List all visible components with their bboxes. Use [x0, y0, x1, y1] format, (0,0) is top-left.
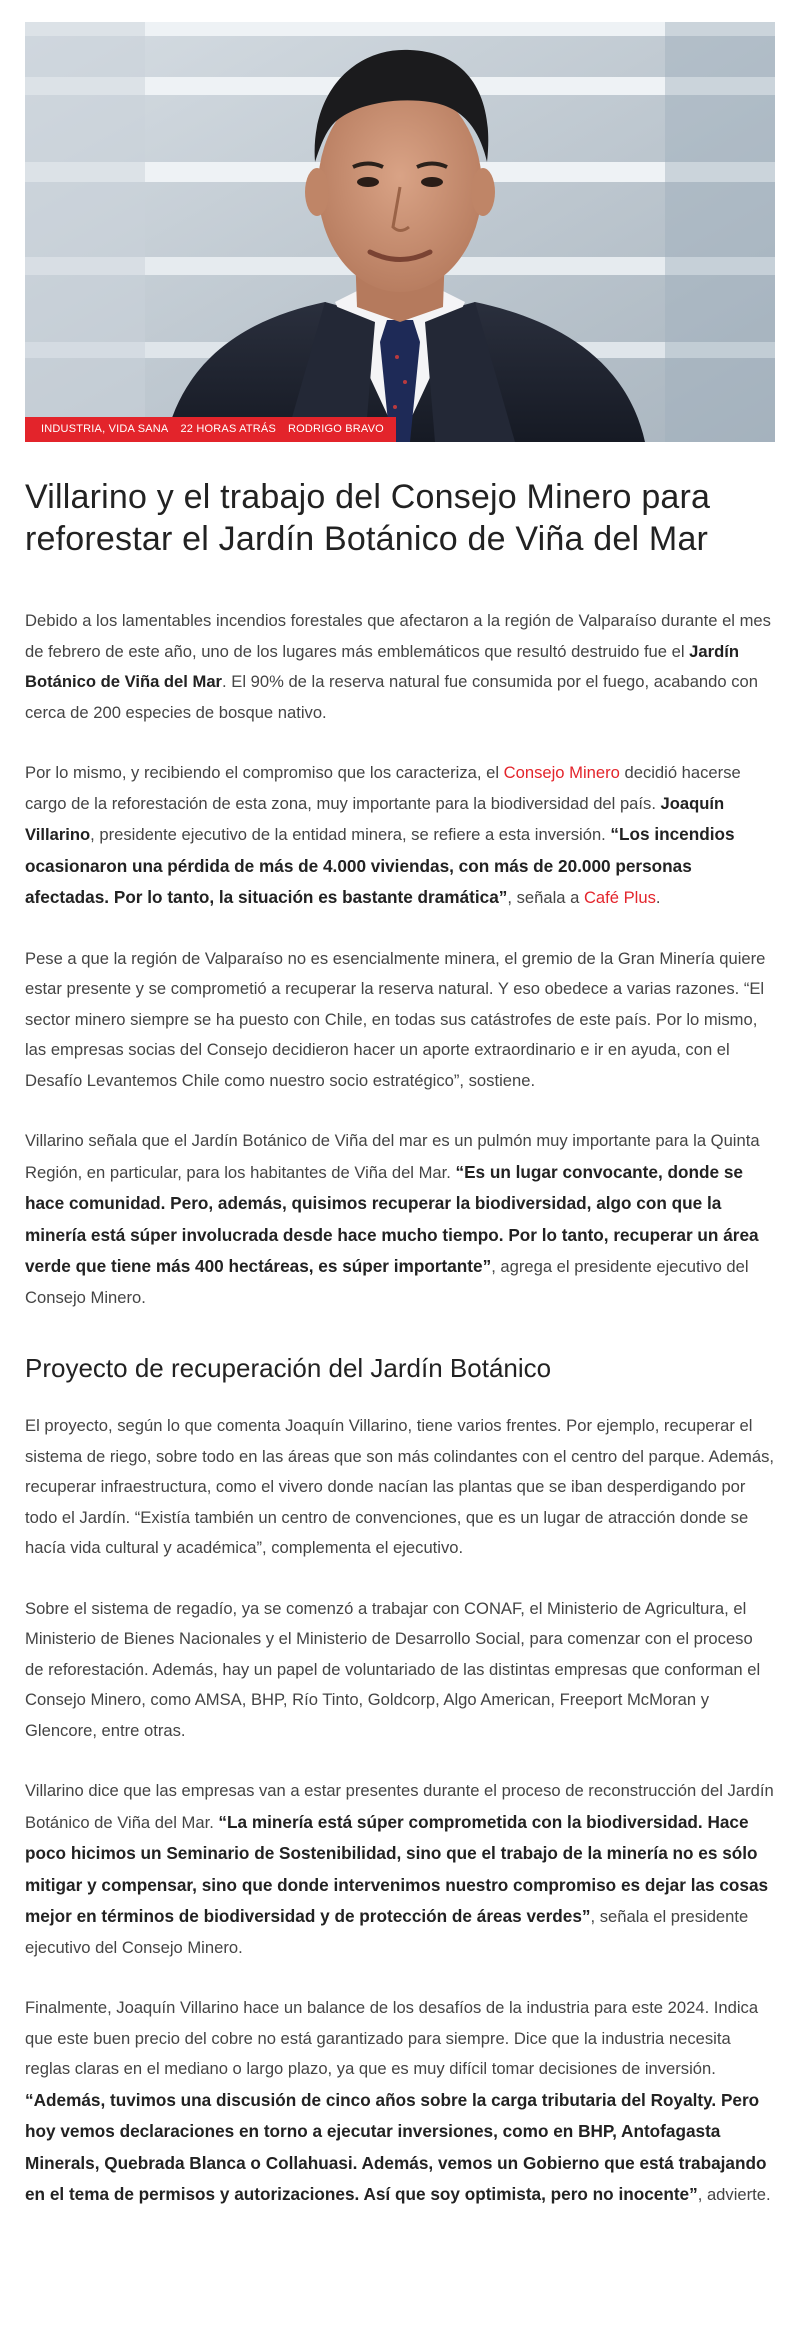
- paragraph-6: Sobre el sistema de regadío, ya se comenzó a trabajar con CONAF, el Ministerio de Agricultura, el Ministerio de Bienes Nacionales y el Ministerio de Desarrollo Social, para comenzar con el proceso de reforestación. Además, hay un papel de voluntariado de las distintas empresas que conforman el Consejo Minero, como AMSA, BHP, Río Tinto, Goldcorp, Algo American, Freeport McMoran y Glencore, entre otras.: [25, 1598, 761, 1740]
- paragraph-8: Finalmente, Joaquín Villarino hace un balance de los desafíos de la industria para este 2024. Indica que este buen precio del cobre no está garantizado para siempre. Dice que la industria necesita reglas claras en el mediano o largo plazo, ya que es muy difícil tomar decisiones de inversión. “Además, tuvimos una discusión de cinco años sobre la carga tributaria del Royalty. Pero hoy vemos declaraciones en torno a ejecutar inversiones, como en BHP, Antofagasta Minerals, Quebrada Blanca o Collahuasi. Además, vemos un Gobierno que está trabajando en el tema de permisos y autorizaciones. Así que soy optimista, pero no inocente”, advierte.: [25, 1998, 771, 2204]
- category-links[interactable]: INDUSTRIA, VIDA SANA: [41, 423, 169, 435]
- article-meta-bar: [25, 417, 396, 442]
- author-link[interactable]: RODRIGO BRAVO: [288, 423, 384, 435]
- paragraph-1: Debido a los lamentables incendios forestales que afectaron a la región de Valparaíso durante el mes de febrero de este año, uno de los lugares más emblemáticos que resultó destruido fue el Jardín Botánico de Viña del Mar. El 90% de la reserva natural fue consumida por el fuego, acabando con cerca de 200 especies de bosque nativo.: [25, 611, 771, 722]
- paragraph-4: Villarino señala que el Jardín Botánico de Viña del mar es un pulmón muy importante para la Quinta Región, en particular, para los habitantes de Viña del Mar. “Es un lugar convocante, donde se hace comunidad. Pero, además, quisimos recuperar la biodiversidad, algo con que la minería está súper involucrada desde hace mucho tiempo. Por lo tanto, recuperar un área verde que tiene más 400 hectáreas, es súper importante”, agrega el presidente ejecutivo del Consejo Minero.: [25, 1131, 760, 1307]
- time-ago: 22 HORAS ATRÁS: [180, 423, 277, 435]
- portrait-photo: [25, 22, 775, 442]
- article: [25, 0, 775, 2211]
- quote: “La minería está súper comprometida con la biodiversidad. Hace poco hicimos un Seminario de Sostenibilidad, sino que el trabajo de la minería no es sólo mitigar y compensar, sino que donde intervenimos nuestro compromiso es dejar las cosas mejor en términos de biodiversidad y de protección de áreas verdes”: [25, 1811, 769, 1926]
- highlight-jardin-botanico: Jardín Botánico de Viña del Mar: [25, 641, 739, 691]
- article-body: [25, 606, 775, 2211]
- section-heading: Proyecto de recuperación del Jardín Botánico: [25, 1353, 552, 1383]
- paragraph-3: Pese a que la región de Valparaíso no es esencialmente minera, el gremio de la Gran Minería quiere estar presente y se comprometió a recuperar la reserva natural. Y eso obedece a varias razones. “El sector minero siempre se ha puesto con Chile, en todas sus catástrofes de este país. Por lo mismo, las empresas socias del Consejo decidieron hacer un aporte extraordinario e ir en ayuda, con el Desafío Levantemos Chile como nuestro socio estratégico”, sostiene.: [25, 948, 766, 1090]
- cafe-plus-link[interactable]: Café Plus: [583, 888, 656, 907]
- article-title: Villarino y el trabajo del Consejo Minero para reforestar el Jardín Botánico de Viña del Mar: [25, 478, 711, 558]
- quote: “Además, tuvimos una discusión de cinco años sobre la carga tributaria del Royalty. Pero hoy vemos declaraciones en torno a ejecutar inversiones, como en BHP, Antofagasta Minerals, Quebrada Blanca o Collahuasi. Además, vemos un Gobierno que está trabajando en el tema de permisos y autorizaciones. Así que soy optimista, pero no inocente”: [25, 2089, 767, 2204]
- hero-image[interactable]: [25, 22, 775, 442]
- consejo-minero-link[interactable]: Consejo Minero: [503, 763, 620, 782]
- paragraph-2: Por lo mismo, y recibiendo el compromiso que los caracteriza, el Consejo Minero decidió hacerse cargo de la reforestación de esta zona, muy importante para la biodiversidad del país. Joaquín Villarino, presidente ejecutivo de la entidad minera, se refiere a esta inversión. “Los incendios ocasionaron una pérdida de más de 4.000 viviendas, con más de 20.000 personas afectadas. Por lo tanto, la situación es bastante dramática”, señala a Café Plus.: [25, 763, 741, 907]
- quote: “Es un lugar convocante, donde se hace comunidad. Pero, además, quisimos recuperar la biodiversidad, algo con que la minería está súper involucrada desde hace mucho tiempo. Por lo tanto, recuperar un área verde que tiene más 400 hectáreas, es súper importante”: [25, 1161, 759, 1276]
- paragraph-5: El proyecto, según lo que comenta Joaquín Villarino, tiene varios frentes. Por ejemplo, recuperar el sistema de riego, sobre todo en las áreas que son más colindantes con el centro del parque. Además, recuperar infraestructura, como el vivero donde nacían las plantas que se iban desperdigando por todo el Jardín. “Existía también un centro de convenciones, que es un lugar de atracción donde se hacía vida cultural y académica”, complementa el ejecutivo.: [25, 1416, 775, 1557]
- quote: “Los incendios ocasionaron una pérdida de más de 4.000 viviendas, con más de 20.000 personas afectadas. Por lo tanto, la situación es bastante dramática”: [25, 824, 735, 907]
- person-name: Joaquín Villarino: [25, 793, 725, 844]
- paragraph-7: Villarino dice que las empresas van a estar presentes durante el proceso de reconstrucción del Jardín Botánico de Viña del Mar. “La minería está súper comprometida con la biodiversidad. Hace poco hicimos un Seminario de Sostenibilidad, sino que el trabajo de la minería no es sólo mitigar y compensar, sino que donde intervenimos nuestro compromiso es dejar las cosas mejor en términos de biodiversidad y de protección de áreas verdes”, señala el presidente ejecutivo del Consejo Minero.: [25, 1781, 774, 1957]
